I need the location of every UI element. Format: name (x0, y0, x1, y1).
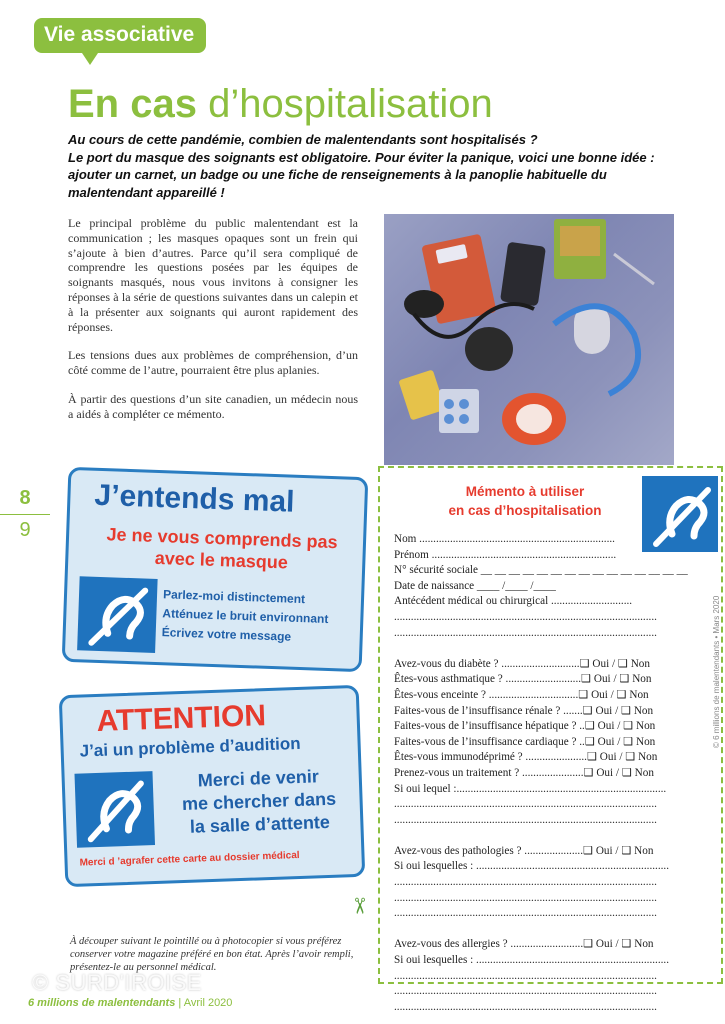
intro-line-1: Au cours de cette pandémie, combien de malentendants sont hospitalisés ? (68, 132, 538, 147)
memento-field-row: Nom ...................................................................... (394, 533, 615, 545)
card1-subheading: Je ne vous comprends pas avec le masque (106, 524, 338, 573)
deaf-ear-icon (77, 576, 158, 653)
section-tag-tail (82, 53, 98, 65)
article-intro (68, 131, 684, 201)
memento-field-row: Si oui lesquelles : ..................................................................... (394, 954, 670, 967)
memento-field-row: Prenez-vous un traitement ? ......................❑ Oui / ❑ Non (394, 766, 654, 779)
memento-field-row: Faites-vous de l’insuffisance hépatique ? ..❑ Oui / ❑ Non (394, 720, 656, 733)
watermark: © SURD'IROISE (32, 970, 202, 995)
card2-line-3: la salle d’attente (189, 811, 331, 837)
deaf-ear-icon (74, 771, 155, 848)
article-title (68, 82, 493, 127)
card2-subheading: J’ai un problème d’audition (79, 733, 301, 761)
card2-footer: Merci d ’agrafer cette carte au dossier médical (79, 849, 300, 869)
memento-field-row: Êtes-vous immunodéprimé ? ......................❑ Oui / ❑ Non (394, 751, 658, 764)
section-tag-label: Vie associative (44, 23, 195, 46)
memento-title-line-2: en cas d’hospitalisation (448, 503, 602, 518)
memento-field-row: Faites-vous de l’insuffisance rénale ? .......❑ Oui / ❑ Non (394, 704, 654, 717)
memento-field-row: .............................................................................................. (394, 626, 657, 639)
memento-field-row: Avez-vous du diabète ? ............................❑ Oui / ❑ Non (394, 657, 650, 670)
body-paragraph-2: Les tensions dues aux problèmes de compréhension, d’un côté comme de l’autre, pourraient être plus aplanies. (68, 348, 358, 378)
hearing-aid-kit-photo (384, 214, 674, 465)
memento-field-row: Avez-vous des allergies ? ..........................❑ Oui / ❑ Non (394, 938, 654, 951)
intro-line-2: Le port du masque des soignants est obligatoire. Pour éviter la panique, voici une bonne idée : ajouter un carnet, un badge ou une fiche de renseignements à la panoplie habituelle du malentendant appareillé ! (68, 149, 655, 200)
card1-instructions (161, 585, 329, 648)
card2-line-1: Merci de venir (197, 766, 320, 791)
memento-field-row: N° sécurité sociale __ __ __ __ __ __ __ __ __ __ __ __ __ __ __ (394, 564, 688, 577)
memento-field-row: .............................................................................................. (394, 891, 657, 904)
memento-field-row: .............................................................................................. (394, 813, 657, 826)
memento-spacer (394, 828, 704, 844)
card2-message (160, 764, 357, 840)
card1-heading: J’entends mal (93, 478, 296, 519)
memento-copyright: © 6 millions de malentendants • Mars 2020 (712, 595, 721, 748)
memento-field-row: .............................................................................................. (394, 1000, 657, 1013)
memento-field-row: .............................................................................................. (394, 907, 657, 920)
page-number-divider (0, 514, 50, 515)
memento-field-row: Faites-vous de l’insuffisance cardiaque ? ..❑ Oui / ❑ Non (394, 735, 656, 748)
footer-magazine: 6 millions de malentendants (28, 997, 176, 1009)
memento-title (410, 482, 640, 520)
card2-heading: ATTENTION (96, 699, 267, 738)
footer-issue: Avril 2020 (183, 997, 233, 1009)
memento-field-row: .............................................................................................. (394, 969, 657, 982)
memento-spacer (394, 641, 704, 657)
hearing-card-j-entends-mal (62, 467, 369, 672)
card1-line-3: Écrivez votre message (161, 625, 292, 644)
memento-field-row: Si oui lesquelles : ..................................................................... (394, 860, 670, 873)
scissors-icon: ✂ (347, 896, 373, 916)
card1-line-2: Atténuez le bruit environnant (162, 606, 329, 626)
hearing-card-attention (59, 685, 366, 887)
card1-line-1: Parlez-moi distinctement (162, 587, 306, 607)
memento-field-row: Êtes-vous enceinte ? ................................❑ Oui / ❑ Non (394, 688, 649, 701)
footer-separator: | (178, 997, 184, 1009)
memento-field-row: Si oui lequel :........................................................................... (394, 782, 667, 795)
cut-instructions: À découper suivant le pointillé ou à photocopier si vous préférez conserver votre magazine préféré en bon état. Après l’avoir rempli, présentez-le au personnel médical. (70, 936, 354, 973)
body-paragraph-1: Le principal problème du public malentendant est la communication ; les masques opaques sont un frein qui s’ajoute à bien d’autres. Parce qu’il sera compliqué de comprendre les questions posées par les équipes de soignants masqués, nous vous invitons à consigner les réponses à la série de questions suivantes dans un calepin et à la présenter aux soignants qui auront rapidement des réponses. (68, 216, 358, 334)
memento-field-row: Date de naissance ____ /____ /____ (394, 579, 556, 592)
memento-title-line-1: Mémento à utiliser (465, 484, 585, 499)
page-number-next: 9 (19, 519, 31, 541)
memento-fields (394, 532, 704, 1015)
memento-field-row: .............................................................................................. (394, 876, 657, 889)
memento-field-row: .............................................................................................. (394, 985, 657, 998)
memento-field-row: Prénom .................................................................. (394, 548, 617, 561)
memento-field-row: .............................................................................................. (394, 798, 657, 811)
page-numbers (0, 487, 50, 542)
hospital-memento-form (378, 466, 723, 1013)
memento-spacer (394, 922, 704, 938)
photo-illustration (384, 214, 674, 465)
title-bold: En cas (68, 82, 197, 126)
memento-field-row: .............................................................................................. (394, 610, 657, 623)
page-number-current: 8 (19, 487, 31, 509)
card2-line-2: me chercher dans (181, 788, 337, 815)
title-light: d’hospitalisation (208, 82, 493, 126)
memento-field-row: Avez-vous des pathologies ? .....................❑ Oui / ❑ Non (394, 844, 654, 857)
memento-field-row: Êtes-vous asthmatique ? ...........................❑ Oui / ❑ Non (394, 673, 652, 686)
body-paragraph-3: À partir des questions d’un site canadien, un médecin nous a aidés à compléter ce mémento. (68, 391, 358, 421)
section-tag (34, 18, 206, 53)
page-footer (28, 997, 232, 1009)
article-body (68, 216, 358, 436)
memento-field-row: Antécédent médical ou chirurgical ............................. (394, 595, 633, 608)
